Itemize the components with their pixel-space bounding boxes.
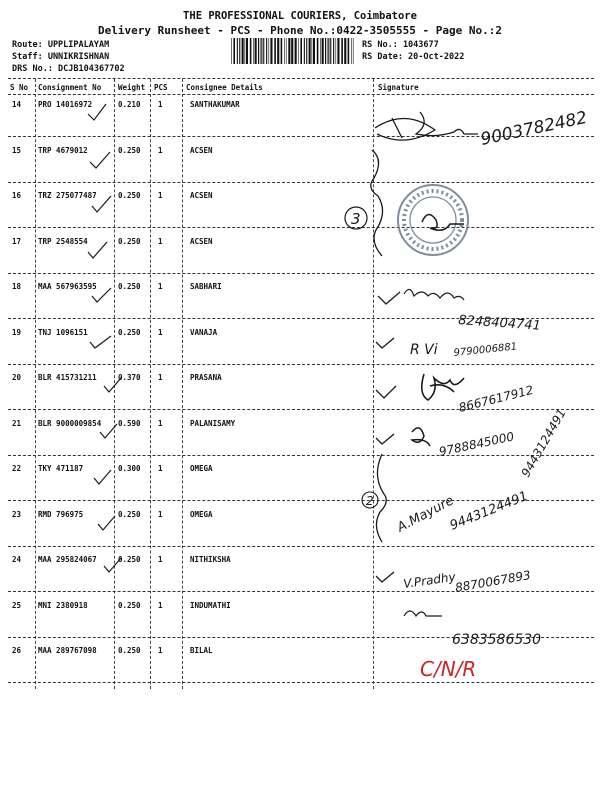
barcode-bar — [281, 38, 283, 64]
barcode-bar — [286, 38, 287, 64]
cell-sno: 24 — [12, 555, 22, 564]
barcode-bar — [233, 38, 235, 64]
col-weight: Weight — [118, 83, 146, 92]
barcode-bar — [317, 38, 319, 64]
cell-consignee: OMEGA — [190, 464, 213, 473]
phone-19: 9790006881 — [453, 341, 518, 359]
cell-pcs: 1 — [158, 191, 163, 200]
cell-consignment: MAA 289767098 — [38, 646, 97, 655]
company-title: THE PROFESSIONAL COURIERS, Coimbatore — [183, 10, 417, 22]
staff-label: Staff: UNNIKRISHNAN — [12, 52, 110, 62]
barcode-bar — [270, 38, 272, 64]
cell-sno: 20 — [12, 373, 22, 382]
barcode-bar — [250, 38, 252, 64]
row-separator — [8, 637, 594, 638]
table-row — [0, 598, 600, 644]
barcode-bar — [300, 38, 302, 64]
barcode-bar — [261, 38, 262, 64]
cell-consignee: INDUMATHI — [190, 600, 231, 610]
col-pcs: PCS — [154, 83, 168, 92]
name-23: A.Mayure — [394, 493, 457, 536]
barcode-bar — [330, 38, 331, 64]
barcode-bar — [344, 38, 346, 64]
cell-consignment: MAA 567963595 — [38, 282, 97, 291]
table-row — [0, 279, 600, 325]
phone-21: 9788845000 — [437, 429, 516, 459]
row-separator — [8, 682, 594, 683]
cell-pcs: 1 — [158, 418, 163, 428]
phone-14: 9003782482 — [478, 107, 589, 150]
cell-consignee: SANTHAKUMAR — [190, 100, 240, 109]
cell-pcs: 1 — [158, 100, 163, 109]
cell-consignment: MAA 295824067 — [38, 555, 97, 564]
cell-consignee: PALANISAMY — [190, 418, 236, 428]
row-separator — [8, 227, 594, 228]
barcode-bar — [260, 38, 261, 64]
name-24: V.Pradhy — [402, 569, 457, 591]
circled-2: 2 — [366, 494, 374, 508]
row-separator — [8, 273, 594, 274]
cell-consignment: TRP 2548554 — [38, 236, 88, 246]
barcode-bar — [266, 38, 267, 64]
row-separator — [8, 455, 594, 456]
cell-weight: 0.250 — [118, 145, 141, 155]
barcode-bar — [255, 38, 257, 64]
table-row — [0, 643, 600, 689]
barcode-bar — [277, 38, 279, 64]
cell-consignment: TNJ 1096151 — [38, 327, 88, 337]
barcode-bar — [253, 38, 254, 64]
barcode-bar — [237, 38, 238, 64]
rs-date: RS Date: 20-Oct-2022 — [362, 52, 465, 62]
barcode-bar — [327, 38, 328, 64]
cell-weight: 0.250 — [118, 191, 141, 200]
barcode-bar — [337, 38, 339, 64]
table-row — [0, 325, 600, 371]
cell-weight: 0.250 — [118, 327, 141, 337]
cell-pcs: 1 — [158, 464, 163, 473]
barcode-bar — [309, 38, 311, 64]
cell-weight: 0.250 — [118, 236, 141, 246]
cell-consignment: BLR 9000009854 — [38, 418, 102, 428]
barcode-bar — [336, 38, 337, 64]
cell-sno: 17 — [12, 236, 22, 246]
barcode-bar — [263, 38, 264, 64]
phone-24: 8870067893 — [454, 567, 532, 595]
barcode-bar — [298, 38, 299, 64]
cell-consignment: MNI 2380918 — [38, 600, 88, 610]
cell-pcs: 1 — [158, 555, 163, 564]
cell-consignee: NITHIKSHA — [190, 555, 231, 564]
barcode-bar — [333, 38, 334, 64]
row-separator — [8, 318, 594, 319]
circled-3: 3 — [351, 210, 361, 228]
cell-sno: 15 — [12, 145, 22, 155]
cell-pcs: 1 — [158, 646, 163, 655]
route-label: Route: UPPLIPALAYAM — [12, 40, 110, 50]
cell-weight: 0.250 — [118, 555, 141, 564]
cell-consignee: VANAJA — [190, 327, 218, 337]
barcode — [231, 38, 357, 64]
table-row — [0, 461, 600, 507]
barcode-bar — [245, 38, 246, 64]
cell-weight: 0.210 — [118, 100, 141, 109]
cell-pcs: 1 — [158, 282, 163, 291]
barcode-bar — [353, 38, 354, 64]
col-consignee: Consignee Details — [186, 83, 263, 92]
cell-pcs: 1 — [158, 236, 163, 246]
cell-consignment: BLR 415731211 — [38, 373, 97, 382]
cell-weight: 0.590 — [118, 418, 141, 428]
table-row — [0, 97, 600, 143]
barcode-bar — [284, 38, 285, 64]
col-sno: S No — [10, 83, 29, 92]
row-separator — [8, 500, 594, 501]
rs-number: RS No.: 1043677 — [362, 40, 439, 50]
barcode-bar — [239, 38, 240, 64]
cell-consignee: PRASANA — [190, 373, 222, 382]
phone-23: 9443124491 — [447, 488, 531, 534]
cell-consignee: OMEGA — [190, 509, 213, 519]
cell-sno: 18 — [12, 282, 22, 291]
cell-pcs: 1 — [158, 145, 163, 155]
row-separator — [8, 364, 594, 365]
barcode-bar — [320, 38, 321, 64]
row-separator — [8, 546, 594, 547]
name-19: R Vi — [410, 342, 438, 358]
note-26: C/N/R — [420, 657, 477, 681]
barcode-bar — [313, 38, 315, 64]
table-row — [0, 552, 600, 598]
phone-18: 8248404741 — [457, 313, 542, 334]
row-separator — [8, 409, 594, 410]
cell-sno: 26 — [12, 646, 22, 655]
cell-sno: 14 — [12, 100, 22, 109]
cell-pcs: 1 — [158, 327, 163, 337]
cell-weight: 0.370 — [118, 373, 141, 382]
header-bottom-rule — [8, 94, 594, 95]
runsheet-title: Delivery Runsheet - PCS - Phone No.:0422-3505555 - Page No.:2 — [98, 24, 502, 37]
cell-weight: 0.300 — [118, 464, 141, 473]
col-consignment: Consignment No — [38, 83, 102, 92]
phone-20: 8667617912 — [457, 382, 535, 415]
barcode-bar — [312, 38, 313, 64]
col-signature: Signature — [378, 83, 419, 92]
cell-sno: 19 — [12, 327, 22, 337]
barcode-bar — [322, 38, 324, 64]
barcode-bar — [274, 38, 276, 64]
barcode-bar — [325, 38, 326, 64]
barcode-bar — [231, 38, 232, 64]
cell-weight: 0.250 — [118, 282, 141, 291]
cell-consignment: RMD 796975 — [38, 509, 84, 519]
cell-weight: 0.250 — [118, 509, 141, 519]
barcode-bar — [269, 38, 270, 64]
barcode-bar — [258, 38, 259, 64]
cell-consignment: TRP 4679012 — [38, 145, 88, 155]
table-row — [0, 416, 600, 462]
cell-consignee: SABHARI — [190, 282, 222, 291]
cell-consignee: ACSEN — [190, 191, 213, 200]
cell-weight: 0.250 — [118, 646, 141, 655]
row-separator — [8, 591, 594, 592]
barcode-bar — [288, 38, 290, 64]
cell-consignee: BILAL — [190, 646, 213, 655]
barcode-bar — [341, 38, 343, 64]
cell-consignment: TKY 471187 — [38, 464, 84, 473]
table-row — [0, 507, 600, 553]
cell-consignee: ACSEN — [190, 236, 213, 246]
cell-weight: 0.250 — [118, 600, 141, 610]
table-row — [0, 188, 600, 234]
barcode-bar — [295, 38, 297, 64]
cell-pcs: 1 — [158, 600, 163, 610]
table-row — [0, 143, 600, 189]
row-separator — [8, 136, 594, 137]
header-top-rule — [8, 78, 594, 79]
cell-consignment: PRO 14016972 — [38, 100, 93, 109]
barcode-bar — [348, 38, 350, 64]
barcode-bar — [246, 38, 248, 64]
barcode-bar — [306, 38, 307, 64]
table-row — [0, 234, 600, 280]
barcode-bar — [351, 38, 352, 64]
cell-pcs: 1 — [158, 373, 163, 382]
cell-sno: 22 — [12, 464, 22, 473]
table-row — [0, 370, 600, 416]
row-separator — [8, 182, 594, 183]
cell-sno: 23 — [12, 509, 22, 519]
phone-25: 6383586530 — [452, 632, 542, 648]
cell-consignee: ACSEN — [190, 145, 213, 155]
drs-number: DRS No.: DCJB104367702 — [12, 64, 125, 74]
barcode-bar — [304, 38, 305, 64]
cell-pcs: 1 — [158, 509, 163, 519]
barcode-bar — [328, 38, 329, 64]
barcode-bar — [291, 38, 293, 64]
phone-22: 9443124491 — [518, 406, 569, 480]
cell-sno: 16 — [12, 191, 22, 200]
cell-sno: 25 — [12, 600, 22, 610]
cell-consignment: TRZ 275077487 — [38, 191, 97, 200]
cell-sno: 21 — [12, 418, 22, 428]
barcode-bar — [242, 38, 244, 64]
